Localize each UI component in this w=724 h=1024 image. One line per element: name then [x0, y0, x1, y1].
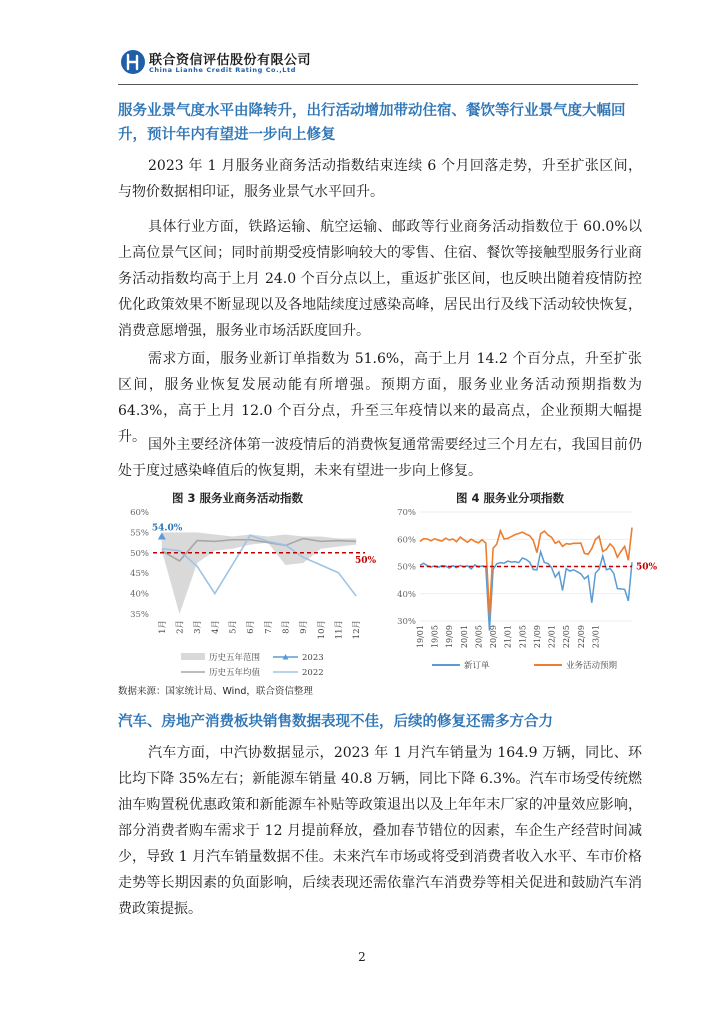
x-tick-label: 9月: [299, 620, 310, 634]
page-number: 2: [358, 950, 366, 964]
x-tick-label: 6月: [246, 620, 257, 634]
x-tick-label: 20/09: [489, 625, 499, 649]
x-tick-label: 21/09: [532, 625, 542, 649]
y-tick-label: 30%: [397, 617, 416, 627]
x-tick-label: 19/01: [416, 625, 425, 649]
y-tick-label: 45%: [130, 569, 149, 580]
x-tick-label: 22/01: [547, 625, 557, 649]
section-heading-auto-realestate: 汽车、房地产消费板块销售数据表现不佳，后续的修复还需多方合力: [118, 714, 553, 730]
figure3-title: 图 3 服务业商务活动指数: [172, 491, 304, 505]
paragraph-2: 具体行业方面，铁路运输、航空运输、邮政等行业商务活动指数位于 60.0%以上高位景气区间；同时前期受疫情影响较大的零售、住宿、餐饮等接触型服务行业商务活动指数均高于上月 24.0 个百分点以上，重返扩张区间，也反映出随着疫情防控优化政策效果不断显现以及各地陆续度过感染高峰，居民出行及线下活动较快恢复，消费意愿增强，服务业市场活跃度回升。: [118, 219, 642, 339]
figure4-chart: [388, 502, 658, 682]
x-tick-label: 4月: [210, 620, 221, 634]
y-tick-label: 40%: [397, 589, 416, 600]
threshold-label: 50%: [355, 555, 377, 566]
y-tick-label: 35%: [130, 610, 149, 620]
x-tick-label: 5月: [228, 620, 239, 634]
header-divider: [118, 84, 638, 85]
y-tick-label: 55%: [130, 528, 149, 539]
x-tick-label: 11月: [334, 620, 345, 640]
x-tick-label: 19/09: [445, 625, 455, 649]
x-tick-label: 19/05: [430, 625, 440, 649]
legend-new-orders-label: 新订单: [464, 661, 490, 671]
historical-range-area: [162, 532, 356, 614]
figure3-chart: [118, 502, 380, 682]
section-heading-services: 服务业景气度水平由降转升，出行活动增加带动住宿、餐饮等行业景气度大幅回升，预计年内有望进一步向上修复: [118, 103, 626, 143]
y-tick-label: 50%: [397, 562, 416, 573]
paragraph-3: 需求方面，服务业新订单指数为 51.6%，高于上月 14.2 个百分点，升至扩张区间，服务业恢复发展动能有所增强。预期方面，服务业业务活动预期指数为 64.3%，高于上月 12.0 个百分点，升至三年疫情以来的最高点，企业预期大幅提升。: [118, 351, 642, 445]
x-tick-label: 22/09: [576, 625, 586, 649]
paragraph-1: 2023 年 1 月服务业商务活动指数结束连续 6 个月回落走势，升至扩张区间，与物价数据相印证，服务业景气水平回升。: [118, 158, 642, 200]
legend-mean-label: 历史五年均值: [209, 668, 261, 678]
legend-range-swatch: [181, 653, 205, 660]
x-tick-label: 8月: [281, 620, 292, 634]
new-orders-line: [420, 552, 632, 631]
business-expectation-line: [420, 528, 632, 616]
company-name-cn: 联合资信评估股份有限公司: [149, 53, 312, 68]
threshold-label: 50%: [636, 562, 658, 573]
legend-expectation-label: 业务活动预期: [566, 661, 618, 671]
x-tick-label: 1月: [157, 620, 168, 634]
x-tick-label: 12月: [352, 620, 363, 640]
y-tick-label: 40%: [130, 589, 149, 600]
x-tick-label: 20/01: [459, 625, 469, 649]
legend-range-label: 历史五年范围: [209, 653, 261, 663]
x-tick-label: 23/01: [591, 625, 601, 649]
y-tick-label: 70%: [397, 508, 416, 518]
x-tick-label: 3月: [193, 620, 204, 634]
paragraph-4: 国外主要经济体第一波疫情后的消费恢复通常需要经过三个月左右，我国目前仍处于度过感染峰值后的恢复期，未来有望进一步向上修复。: [118, 437, 642, 479]
x-tick-label: 22/05: [562, 625, 572, 649]
x-tick-label: 21/01: [503, 625, 513, 649]
x-tick-label: 21/05: [518, 625, 528, 649]
x-tick-label: 2月: [175, 620, 186, 634]
figure4-title: 图 4 服务业分项指数: [456, 491, 565, 505]
paragraph-5: 汽车方面，中汽协数据显示，2023 年 1 月汽车销量为 164.9 万辆，同比、环比均下降 35%左右；新能源车销量 40.8 万辆，同比下降 6.3%。汽车市场受传统燃油车购置税优惠政策和新能源车补贴等政策退出以及上年年末厂家的冲量效应影响，部分消费者购车需求于 12 月提前释放，叠加春节错位的因素，车企生产经营时间减少，导致 1 月汽车销量数据不佳。未来汽车市场或将受到消费者收入水平、车市价格走势等长期因素的负面影响，后续表现还需依靠汽车消费券等相关促进和鼓励汽车消费政策提振。: [118, 745, 642, 917]
x-tick-label: 7月: [263, 620, 274, 634]
data-source-note: 数据来源：国家统计局、Wind，联合资信整理: [118, 686, 313, 697]
legend-2023-label: 2023: [302, 653, 324, 663]
y-tick-label: 60%: [130, 508, 149, 518]
y-tick-label: 60%: [397, 535, 416, 546]
company-name-en: China Lianhe Credit Rating Co.,Ltd: [149, 66, 296, 74]
company-logo-icon: [121, 50, 145, 74]
legend-2022-label: 2022: [302, 668, 324, 678]
x-tick-label: 20/05: [474, 625, 484, 649]
callout-2023-value: 54.0%: [151, 523, 183, 534]
x-tick-label: 10月: [316, 620, 327, 640]
y-tick-label: 50%: [130, 548, 149, 559]
